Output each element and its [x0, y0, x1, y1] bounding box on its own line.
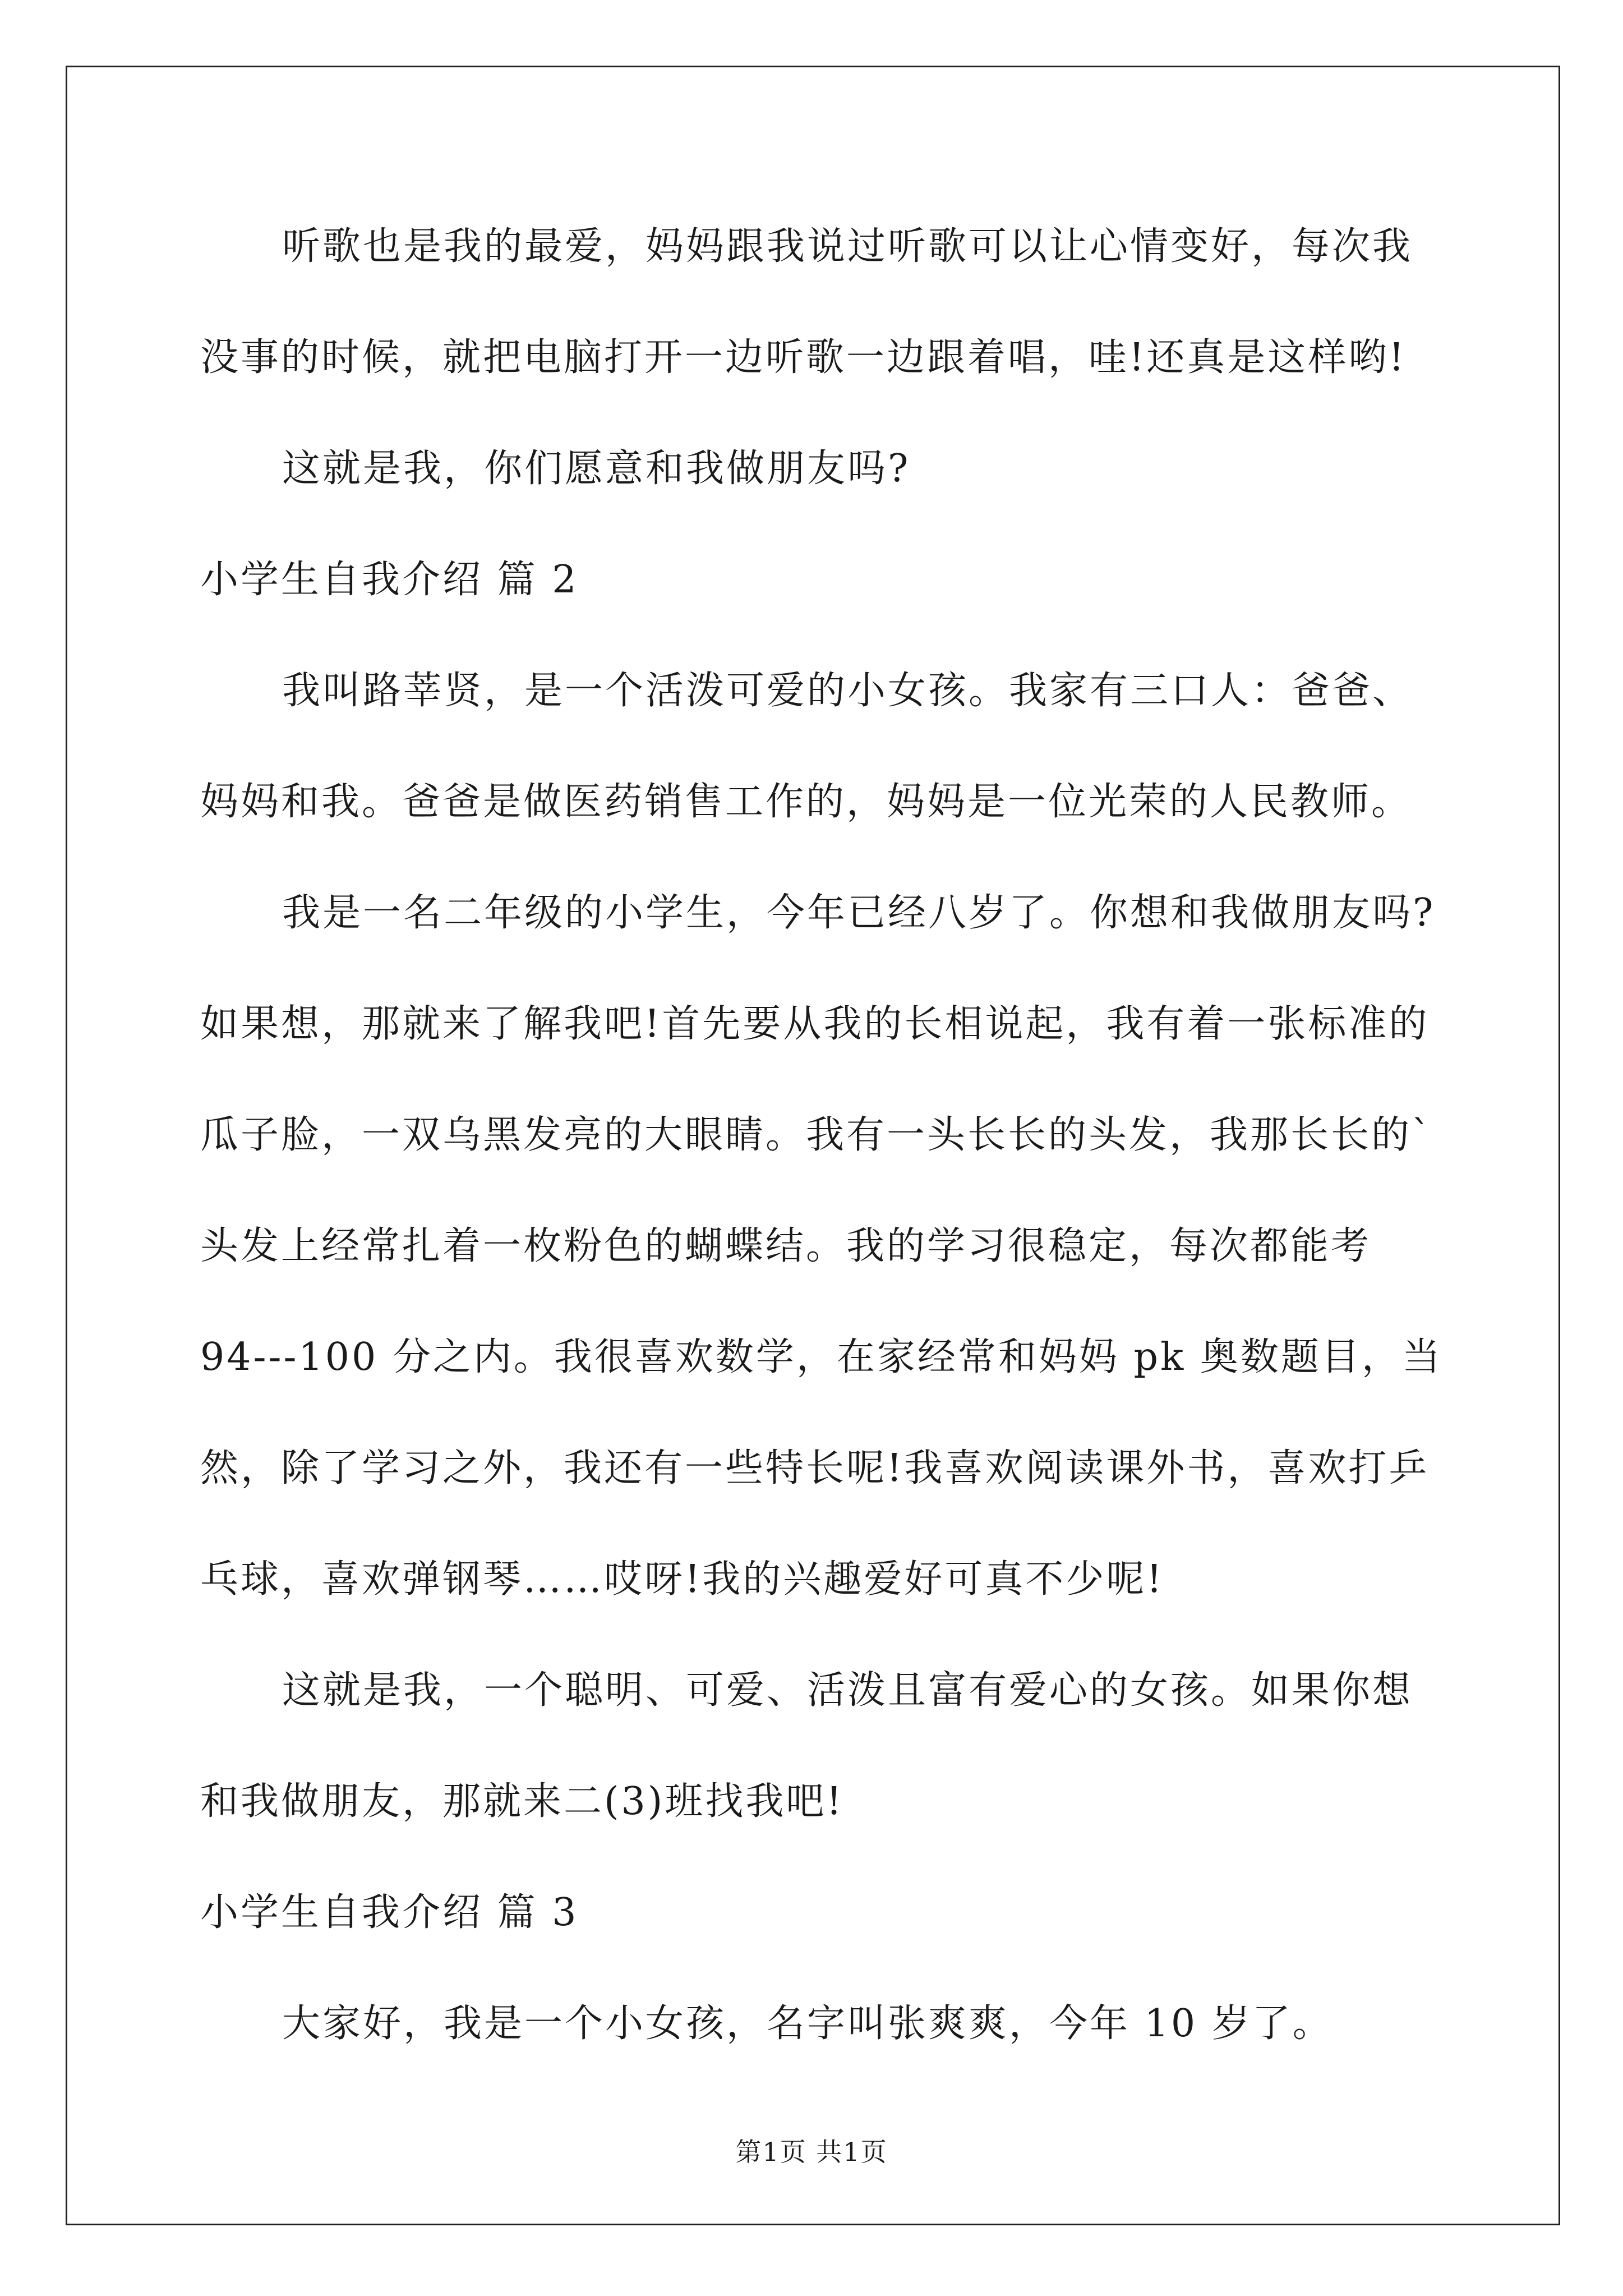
paragraph-line: 乓球，喜欢弹钢琴……哎呀!我的兴趣爱好可真不少呢!: [200, 1557, 1164, 1602]
paragraph-line: 没事的时候，就把电脑打开一边听歌一边跟着唱，哇!还真是这样哟!: [200, 335, 1407, 380]
paragraph-line: 瓜子脸，一双乌黑发亮的大眼睛。我有一头长长的头发，我那长长的`: [200, 1113, 1433, 1157]
paragraph-line: 我是一名二年级的小学生，今年已经八岁了。你想和我做朋友吗?: [282, 891, 1436, 935]
document-body: [200, 213, 1442, 2101]
paragraph-line: 头发上经常扎着一枚粉色的蝴蝶结。我的学习很稳定，每次都能考: [200, 1224, 1372, 1268]
paragraph-line: 大家好，我是一个小女孩，名字叫张爽爽，今年 10 岁了。: [282, 2001, 1333, 2046]
paragraph-line: 听歌也是我的最爱，妈妈跟我说过听歌可以让心情变好，每次我: [282, 224, 1413, 269]
paragraph-line: 94---100 分之内。我很喜欢数学，在家经常和妈妈 pk 奥数题目，当: [200, 1335, 1442, 1379]
paragraph-line: 妈妈和我。爸爸是做医药销售工作的，妈妈是一位光荣的人民教师。: [200, 780, 1412, 824]
paragraph-line: 和我做朋友，那就来二(3)班找我吧!: [200, 1779, 844, 1824]
section-heading: 小学生自我介绍 篇 2: [200, 558, 579, 602]
paragraph-line: 我叫路莘贤，是一个活泼可爱的小女孩。我家有三口人：爸爸、: [282, 669, 1413, 713]
paragraph-line: 这就是我，一个聪明、可爱、活泼且富有爱心的女孩。如果你想: [282, 1668, 1413, 1713]
paragraph-line: 然，除了学习之外，我还有一些特长呢!我喜欢阅读课外书，喜欢打乒: [200, 1446, 1430, 1490]
page-number-footer: 第1页 共1页: [735, 2137, 888, 2167]
paragraph-line: 这就是我，你们愿意和我做朋友吗?: [282, 447, 911, 491]
paragraph-line: 如果想，那就来了解我吧!首先要从我的长相说起，我有着一张标准的: [200, 1002, 1430, 1046]
section-heading: 小学生自我介绍 篇 3: [200, 1890, 579, 1935]
